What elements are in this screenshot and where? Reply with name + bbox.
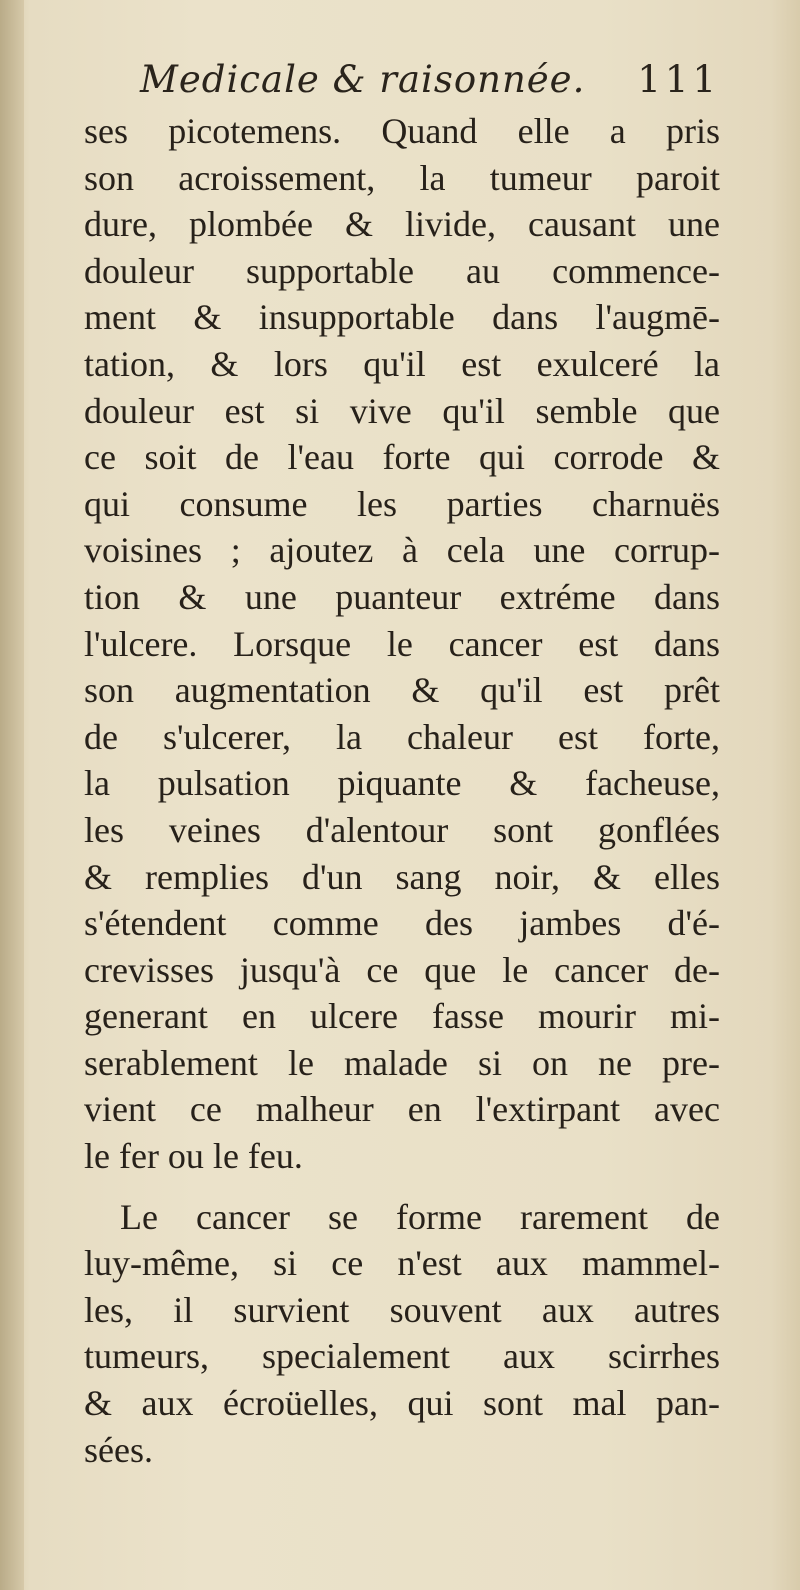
text-line: tation, & lors qu'il est exulceré la — [84, 343, 720, 384]
text-line: crevisses jusqu'à ce que le cancer de- — [84, 949, 720, 990]
text-line: ce soit de l'eau forte qui corrode & — [84, 437, 720, 478]
body-text — [84, 108, 720, 1473]
page-number: 111 — [637, 58, 720, 101]
text-line: sées. — [84, 1429, 153, 1470]
text-line: & remplies d'un sang noir, & elles — [84, 856, 720, 897]
text-line: douleur est si vive qu'il semble que — [84, 390, 720, 431]
text-line: dure, plombée & livide, causant une — [84, 204, 720, 245]
text-line: voisines ; ajoutez à cela une corrup- — [84, 530, 720, 571]
text-line: les, il survient souvent aux autres — [84, 1289, 720, 1330]
text-line: son augmentation & qu'il est prêt — [84, 670, 720, 711]
text-line: de s'ulcerer, la chaleur est forte, — [84, 716, 720, 757]
paragraph-2 — [84, 1194, 720, 1474]
text-line: generant en ulcere fasse mourir mi- — [84, 996, 720, 1037]
running-title: Medicale & raisonnée. — [140, 58, 586, 101]
text-line: tumeurs, specialement aux scirrhes — [84, 1336, 720, 1377]
page-gutter — [0, 0, 24, 1590]
text-line: le fer ou le feu. — [84, 1136, 303, 1177]
text-line: s'étendent comme des jambes d'é- — [84, 903, 720, 944]
text-line: ses picotemens. Quand elle a pris — [84, 111, 720, 151]
text-line: la pulsation piquante & facheuse, — [84, 763, 720, 804]
text-line: tion & une puanteur extréme dans — [84, 576, 720, 617]
text-line: ment & insupportable dans l'augmē- — [84, 297, 720, 338]
text-line: son acroissement, la tumeur paroit — [84, 157, 720, 198]
text-line: qui consume les parties charnuës — [84, 483, 720, 524]
text-line: les veines d'alentour sont gonflées — [84, 809, 720, 850]
text-line: luy-même, si ce n'est aux mammel- — [84, 1243, 720, 1284]
text-line: serablement le malade si on ne pre- — [84, 1042, 720, 1083]
paragraph-1 — [84, 108, 720, 1180]
paragraph-gap — [84, 1180, 720, 1194]
text-line: & aux écroüelles, qui sont mal pan- — [84, 1383, 720, 1424]
text-line: vient ce malheur en l'extirpant avec — [84, 1089, 720, 1130]
text-line: l'ulcere. Lorsque le cancer est dans — [84, 623, 720, 664]
running-head — [140, 58, 720, 101]
text-line: douleur supportable au commence- — [84, 250, 720, 291]
text-line: Le cancer se forme rarement de — [120, 1196, 720, 1237]
